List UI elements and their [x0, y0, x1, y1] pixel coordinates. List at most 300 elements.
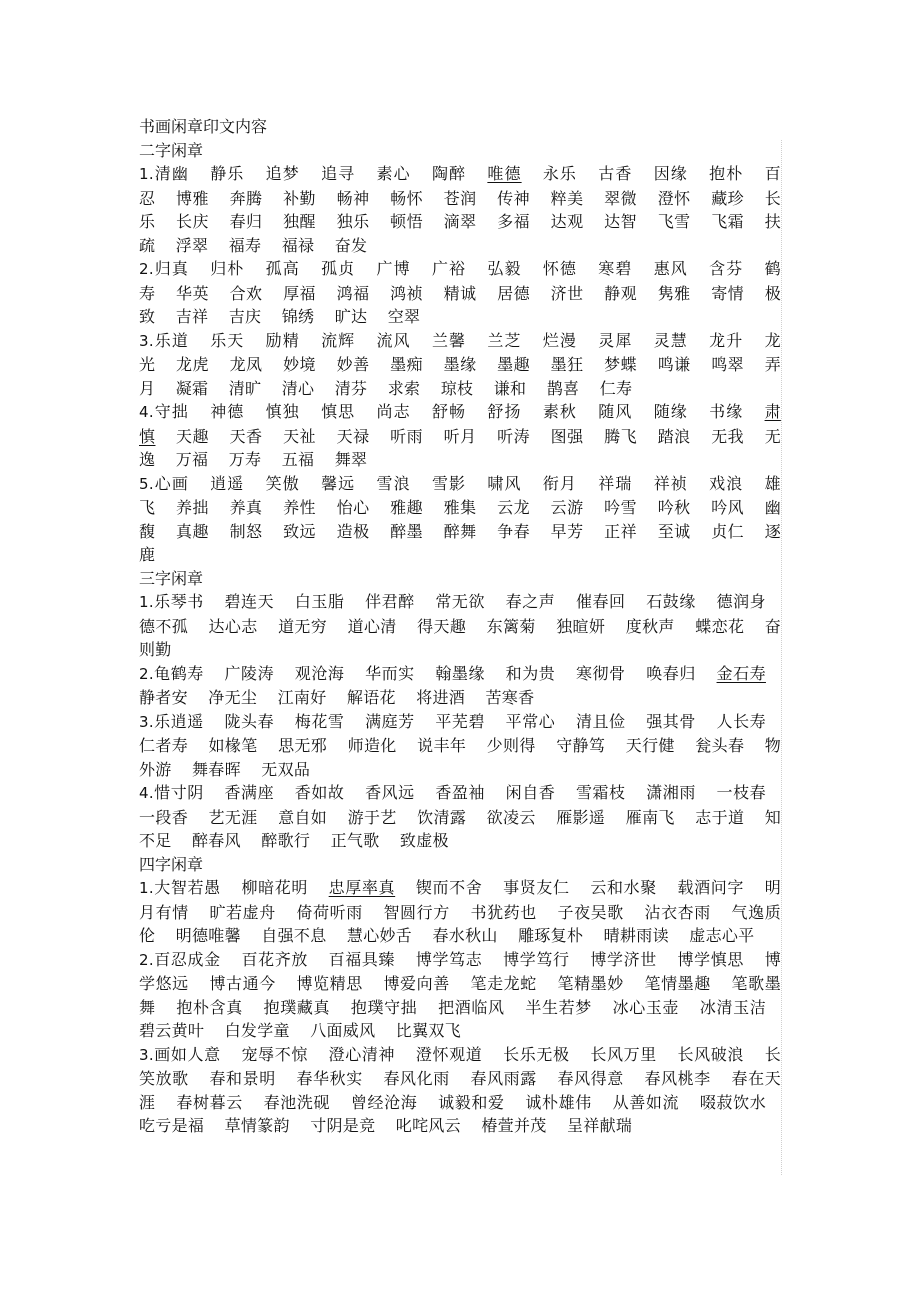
seal-text-item: 真趣 [176, 521, 209, 541]
seal-text-item: 福寿 [228, 235, 262, 255]
seal-text-item: 抱朴含真 [176, 997, 243, 1017]
seal-text-item: 制怒 [229, 521, 263, 541]
seal-text-item: 伴君醉 [365, 592, 415, 611]
seal-text-item: 独醒 [283, 212, 317, 231]
seal-text-item: 满庭芳 [365, 711, 415, 731]
seal-text-item: 致虚极 [399, 831, 449, 850]
seal-text-item: 载酒问字 [677, 878, 745, 897]
seal-text-item: 求索 [387, 378, 421, 398]
seal-text-item: 惠风 [653, 259, 688, 278]
seal-text-item: 合欢 [229, 283, 263, 303]
seal-text-item: 静者安 [139, 688, 188, 707]
seal-text-item: 博雅 [176, 188, 209, 208]
seal-text-item: 寸阴是竞 [310, 1116, 376, 1135]
seal-text-item: 德不孤 [139, 616, 189, 636]
seal-text-item: 抱璞守拙 [350, 997, 418, 1017]
seal-text-item: 弘毅 [487, 259, 522, 278]
seal-text-item: 八面威风 [310, 1021, 376, 1040]
seal-text-item: 笔精墨妙 [557, 974, 624, 993]
seal-text-item: 明德唯馨 [175, 926, 241, 945]
seal-text-item: 书缘 [709, 402, 744, 421]
seal-text-item: 祥祯 [653, 473, 688, 493]
seal-text-item: 雅趣 [390, 498, 424, 517]
seal-text-item: 极致 [139, 283, 782, 326]
seal-text-item: 谦和 [493, 378, 527, 398]
seal-text-item: 香盈袖 [435, 783, 486, 802]
seal-text-item: 冰心玉壶 [612, 997, 680, 1017]
seal-text-item: 冰清玉洁 [699, 997, 767, 1017]
group-number: 4. [139, 784, 154, 802]
seal-text-item: 少则得 [486, 736, 536, 755]
seal-text-item: 唤春归 [646, 663, 696, 683]
seal-text-item: 正气歌 [330, 831, 380, 850]
seal-text-item: 无逸 [139, 426, 782, 469]
seal-text-item: 鸣翠 [711, 355, 745, 374]
seal-text-item: 长庆 [176, 212, 209, 231]
seal-text-item: 椿萱并茂 [481, 1116, 547, 1135]
seal-text-item: 独暄妍 [556, 616, 606, 636]
seal-text-item: 师造化 [347, 736, 397, 755]
seal-text-item: 乐天 [210, 330, 245, 350]
seal-text-item: 自强不息 [261, 926, 327, 945]
seal-text-item: 争春 [497, 521, 531, 541]
seal-text-item: 净无尘 [208, 688, 258, 707]
seal-text-item: 雪霜枝 [575, 783, 626, 802]
seal-text-item: 浮翠 [175, 235, 209, 255]
seal-text-item: 澄心清神 [328, 1044, 396, 1064]
seal-text-item: 吟秋 [657, 498, 691, 517]
seal-text-item: 妙善 [336, 355, 370, 374]
seal-text-item: 听月 [443, 426, 477, 446]
seal-text-item: 鸿福 [336, 283, 370, 303]
seal-text-item: 古香 [598, 164, 633, 183]
seal-text-item: 逐鹿 [139, 521, 782, 564]
seal-text-item: 物外游 [139, 736, 782, 779]
seal-group [139, 948, 781, 1043]
seal-text-item: 旷达 [334, 307, 368, 326]
section-heading: 四字闲章 [139, 854, 204, 874]
seal-text-item: 达智 [604, 212, 638, 231]
seal-text-item: 春之声 [505, 592, 556, 611]
seal-text-item: 云和水聚 [590, 878, 657, 897]
seal-text-item: 饮清露 [417, 807, 467, 827]
seal-text-item: 百福具臻 [328, 949, 396, 969]
seal-text-item: 长风万里 [590, 1044, 657, 1064]
seal-text-item: 博学济世 [590, 949, 657, 969]
seal-text-item: 清旷 [228, 378, 262, 398]
seal-text-item: 德润身 [716, 592, 766, 611]
seal-text-item: 苍润 [443, 188, 477, 208]
seal-text-item: 诚朴雄伟 [525, 1092, 592, 1112]
seal-text-item: 至诚 [657, 521, 691, 541]
seal-text-item: 舒畅 [431, 402, 467, 421]
seal-text-item: 金石寿 [716, 663, 766, 683]
seal-text-item: 陇头春 [224, 711, 275, 731]
seal-text-item: 翠微 [604, 188, 638, 208]
seal-group [139, 472, 781, 567]
seal-text-item: 白玉脂 [294, 592, 345, 611]
seal-text-item: 尚志 [376, 402, 411, 421]
seal-text-item: 春归 [229, 212, 263, 231]
seal-text-item: 烂漫 [542, 330, 578, 350]
seal-text-item: 养性 [283, 498, 317, 517]
seal-text-item: 怀德 [542, 259, 578, 278]
seal-text-item: 踏浪 [657, 426, 691, 446]
seal-text-item: 造极 [336, 521, 370, 541]
seal-text-item: 春水秋山 [432, 926, 498, 945]
group-number: 2. [139, 950, 154, 969]
seal-text-item: 飞霜 [711, 212, 745, 231]
seal-text-item: 一枝春 [716, 783, 766, 802]
seal-text-item: 多福 [497, 212, 531, 231]
seal-text-item: 奋发 [334, 235, 368, 255]
seal-text-item: 粹美 [550, 188, 584, 208]
seal-text-item: 广裕 [431, 259, 467, 278]
seal-text-item: 精诚 [443, 283, 477, 303]
seal-text-item: 神德 [210, 402, 245, 421]
seal-text-item: 子夜吴歌 [557, 902, 624, 922]
seal-text-item: 唯德 [487, 164, 522, 183]
section-heading: 二字闲章 [139, 140, 204, 160]
seal-text-item: 守静笃 [556, 736, 606, 755]
seal-text-item: 正祥 [604, 521, 638, 541]
seal-text-item: 戏浪 [709, 473, 744, 493]
seal-text-item: 将进酒 [416, 688, 466, 707]
seal-text-item: 草情篆韵 [224, 1116, 290, 1135]
seal-text-item: 笔走龙蛇 [470, 974, 537, 993]
seal-text-item: 肃慎 [139, 402, 781, 446]
seal-text-item: 图强 [550, 426, 584, 446]
seal-text-item: 鹤寿 [139, 259, 781, 303]
seal-text-item: 游于艺 [347, 807, 397, 827]
seal-text-item: 听涛 [497, 426, 531, 446]
seal-text-item: 知不足 [139, 807, 782, 850]
seal-text-item: 龟鹤寿 [153, 663, 204, 683]
seal-text-item: 春风得意 [557, 1069, 624, 1088]
seal-text-item: 因缘 [653, 164, 688, 183]
seal-text-item: 墨缘 [443, 355, 477, 374]
seal-text-item: 惜寸阴 [153, 783, 204, 802]
seal-text-item: 独乐 [336, 212, 370, 231]
seal-text-item: 思无邪 [278, 736, 328, 755]
seal-text-item: 博学悠远 [139, 949, 782, 993]
seal-text-item: 达心志 [208, 616, 258, 636]
seal-text-item: 天行健 [625, 736, 675, 755]
seal-text-item: 蝶恋花 [695, 616, 745, 636]
seal-text-item: 柳暗花明 [241, 878, 308, 897]
seal-text-item: 气逸质伦 [139, 902, 781, 945]
seal-text-item: 天祉 [283, 426, 317, 446]
seal-text-item: 春风雨露 [470, 1069, 537, 1088]
seal-text-item: 吟风 [711, 498, 745, 517]
seal-text-item: 忠厚率真 [328, 878, 396, 897]
seal-text-item: 慎独 [265, 402, 300, 421]
seal-text-item: 百花齐放 [241, 949, 308, 969]
seal-text-item: 春在天涯 [139, 1069, 781, 1112]
seal-text-item: 吃亏是福 [139, 1116, 205, 1135]
seal-text-item: 雪浪 [376, 473, 411, 493]
seal-text-item: 智圆行方 [383, 902, 450, 922]
seal-text-item: 虚志心平 [689, 926, 755, 945]
seal-text-item: 啸风 [487, 473, 522, 493]
seal-text-item: 华英 [176, 283, 209, 303]
seal-text-item: 琼枝 [440, 378, 474, 398]
seal-text-item: 平常心 [505, 711, 556, 731]
group-number: 1. [139, 593, 154, 611]
seal-text-item: 梦蝶 [604, 355, 638, 374]
seal-text-item: 百忍成金 [153, 949, 221, 969]
seal-text-item: 醉春风 [192, 831, 241, 850]
seal-text-item: 心画 [153, 473, 189, 493]
seal-text-item: 啜菽饮水 [699, 1092, 767, 1112]
seal-text-item: 抱朴 [709, 164, 744, 183]
seal-text-item: 衔月 [542, 473, 578, 493]
seal-text-item: 永乐 [542, 164, 578, 183]
seal-text-item: 五福 [281, 450, 315, 469]
seal-text-item: 笔情墨趣 [644, 974, 711, 993]
seal-text-item: 舒扬 [487, 402, 522, 421]
seal-text-item: 仁者寿 [139, 736, 189, 755]
seal-text-item: 墨趣 [497, 355, 531, 374]
seal-text-item: 白发学童 [224, 1021, 290, 1040]
seal-text-item: 励精 [265, 330, 300, 350]
seal-text-item: 碧云黄叶 [139, 1021, 205, 1040]
seal-text-item: 随缘 [653, 402, 688, 421]
seal-text-item: 江南好 [277, 688, 327, 707]
seal-text-item: 宠辱不惊 [241, 1044, 308, 1064]
seal-text-item: 凝霜 [175, 378, 209, 398]
seal-text-item: 画如人意 [153, 1044, 221, 1064]
seal-text-item: 陶醉 [431, 164, 467, 183]
seal-text-item: 素秋 [542, 402, 578, 421]
seal-text-item: 贞仁 [711, 521, 745, 541]
seal-text-item: 寄情 [711, 283, 745, 303]
seal-text-item: 解语花 [346, 688, 396, 707]
seal-text-item: 苦寒香 [485, 688, 535, 707]
seal-text-item: 博学慎思 [677, 949, 745, 969]
seal-text-item: 飞雪 [657, 212, 691, 231]
seal-text-item: 春树暮云 [176, 1092, 243, 1112]
seal-text-item: 博学笃行 [503, 949, 570, 969]
seal-group [139, 1043, 781, 1138]
seal-text-item: 醉舞 [443, 521, 477, 541]
seal-text-item: 石鼓缘 [646, 592, 696, 611]
seal-text-item: 雁影遥 [556, 807, 606, 827]
seal-text-item: 传神 [497, 188, 531, 208]
seal-group [139, 590, 781, 662]
seal-text-item: 龙凤 [229, 355, 263, 374]
seal-text-item: 弄月 [139, 355, 782, 398]
seal-text-item: 居德 [497, 283, 531, 303]
seal-text-item: 守拙 [153, 402, 189, 421]
seal-text-item: 滴翠 [443, 212, 477, 231]
seal-text-item: 沾衣杏雨 [644, 902, 711, 922]
seal-text-item: 春池洗砚 [263, 1092, 331, 1112]
seal-text-item: 艺无涯 [208, 807, 258, 827]
seal-text-item: 强其骨 [646, 711, 696, 731]
seal-text-item: 云游 [550, 498, 584, 517]
seal-text-item: 奔腾 [229, 188, 263, 208]
group-number: 3. [139, 331, 154, 350]
seal-text-item: 孤贞 [321, 259, 356, 278]
seal-text-item: 无我 [711, 426, 745, 446]
seal-text-item: 澄怀观道 [415, 1044, 483, 1064]
seal-text-item: 舞春晖 [192, 759, 241, 779]
seal-text-item: 舞翠 [334, 450, 368, 469]
seal-text-item: 博古通今 [209, 974, 276, 993]
seal-text-item: 慎思 [321, 402, 356, 421]
seal-group [139, 876, 781, 948]
seal-text-item: 万寿 [228, 450, 262, 469]
seal-text-item: 把酒临风 [438, 997, 505, 1017]
seal-text-item: 事贤友仁 [503, 878, 570, 897]
seal-text-item: 鸿祯 [390, 283, 424, 303]
seal-text-item: 笔歌墨舞 [139, 974, 781, 1017]
seal-text-item: 隽雅 [657, 283, 691, 303]
seal-text-item: 达观 [550, 212, 584, 231]
seal-text-item: 畅神 [336, 188, 370, 208]
group-number: 1. [139, 879, 154, 897]
seal-text-item: 鸣谦 [657, 355, 691, 374]
seal-text-item: 香满座 [224, 783, 275, 802]
seal-text-item: 诚毅和爱 [438, 1092, 505, 1112]
seal-text-item: 春华秋实 [296, 1069, 363, 1088]
seal-text-item: 奋则勤 [139, 616, 782, 659]
seal-text-item: 雄飞 [139, 473, 781, 517]
seal-text-item: 流风 [376, 330, 411, 350]
seal-text-item: 道心清 [347, 616, 397, 636]
seal-text-item: 云龙 [497, 498, 531, 517]
document-body [139, 115, 781, 1138]
seal-text-item: 清幽 [153, 164, 189, 183]
seal-text-item: 妙境 [283, 355, 317, 374]
seal-text-item: 补勤 [283, 188, 317, 208]
group-number: 2. [139, 260, 154, 278]
seal-text-item: 长笑放歌 [139, 1044, 782, 1088]
seal-text-item: 顿悟 [390, 212, 424, 231]
seal-text-item: 半生若梦 [525, 997, 592, 1017]
seal-text-item: 孤高 [265, 259, 300, 278]
seal-text-item: 厚福 [283, 283, 317, 303]
seal-text-item: 养拙 [176, 498, 209, 517]
seal-text-item: 观沧海 [294, 663, 345, 683]
seal-text-item: 流辉 [321, 330, 356, 350]
seal-text-item: 催春回 [575, 592, 626, 611]
seal-text-item: 说丰年 [417, 736, 467, 755]
seal-text-item: 祥瑞 [598, 473, 633, 493]
seal-text-item: 天趣 [176, 426, 209, 446]
seal-text-item: 欲凌云 [486, 807, 536, 827]
seal-text-item: 从善如流 [612, 1092, 680, 1112]
seal-text-item: 意自如 [278, 807, 328, 827]
seal-text-item: 致远 [283, 521, 317, 541]
page-edge-divider [781, 140, 782, 1175]
group-number: 1. [139, 165, 154, 183]
seal-text-item: 一段香 [139, 807, 189, 827]
seal-text-item: 得天趣 [417, 616, 467, 636]
seal-text-item: 大智若愚 [153, 878, 221, 897]
document-title: 书画闲章印文内容 [139, 117, 268, 136]
seal-text-item: 人长寿 [716, 711, 766, 731]
seal-text-item: 香如故 [294, 783, 345, 802]
seal-text-item: 天香 [229, 426, 263, 446]
seal-text-item: 明月有情 [139, 878, 782, 922]
seal-text-item: 博览精思 [296, 974, 363, 993]
seal-text-item: 清心 [281, 378, 315, 398]
seal-text-item: 归真 [153, 259, 189, 278]
seal-text-item: 龙虎 [176, 355, 209, 374]
seal-text-item: 馨远 [321, 473, 356, 493]
seal-text-item: 逍遥 [210, 473, 245, 493]
seal-text-item: 东篱菊 [486, 616, 536, 636]
seal-text-item: 翰墨缘 [435, 663, 486, 683]
seal-text-item: 随风 [598, 402, 633, 421]
seal-text-item: 怡心 [336, 498, 370, 517]
section-heading: 三字闲章 [139, 568, 204, 588]
seal-text-item: 素心 [376, 164, 411, 183]
seal-text-item: 静乐 [210, 164, 245, 183]
seal-text-item: 腾飞 [604, 426, 638, 446]
seal-group [139, 781, 781, 853]
seal-text-item: 寒碧 [598, 259, 633, 278]
seal-text-item: 藏珍 [711, 188, 745, 208]
seal-text-item: 墨痴 [390, 355, 424, 374]
seal-text-item: 慧心妙舌 [346, 926, 413, 945]
group-number: 3. [139, 1045, 154, 1064]
seal-text-item: 归朴 [210, 259, 245, 278]
seal-group [139, 257, 781, 329]
seal-text-item: 畅怀 [390, 188, 424, 208]
seal-text-item: 天禄 [336, 426, 370, 446]
seal-text-item: 雪影 [431, 473, 467, 493]
seal-text-item: 博学笃志 [415, 949, 483, 969]
seal-text-item: 百忍 [139, 164, 781, 208]
seal-text-item: 博爱向善 [383, 974, 450, 993]
seal-text-item: 追梦 [265, 164, 300, 183]
seal-text-item: 长乐 [139, 188, 782, 231]
seal-text-item: 早芳 [550, 521, 584, 541]
seal-text-item: 抱璞藏真 [263, 997, 331, 1017]
seal-text-item: 广陵涛 [224, 663, 275, 683]
seal-text-item: 晴耕雨读 [603, 926, 669, 945]
seal-text-item: 锲而不舍 [415, 878, 483, 897]
group-number: 4. [139, 403, 154, 421]
seal-text-item: 锦绣 [281, 307, 315, 326]
seal-group [139, 710, 781, 782]
seal-text-item: 华而实 [365, 663, 415, 683]
seal-text-item: 书犹药也 [470, 902, 537, 922]
seal-text-item: 灵慧 [653, 330, 688, 350]
seal-text-item: 碧连天 [224, 592, 275, 611]
seal-text-item: 追寻 [321, 164, 356, 183]
seal-text-item: 道无穷 [278, 616, 328, 636]
seal-text-item: 无双品 [261, 759, 311, 779]
seal-text-item: 梅花雪 [294, 711, 345, 731]
seal-text-item: 长风破浪 [677, 1044, 745, 1064]
group-number: 5. [139, 474, 154, 493]
seal-text-item: 仁寿 [599, 378, 633, 398]
seal-text-item: 常无欲 [435, 592, 486, 611]
seal-text-item: 吉祥 [175, 307, 209, 326]
seal-text-item: 养真 [229, 498, 263, 517]
seal-text-item: 龙升 [709, 330, 744, 350]
seal-text-item: 志于道 [695, 807, 745, 827]
seal-text-item: 静观 [604, 283, 638, 303]
group-number: 3. [139, 712, 154, 731]
seal-text-item: 清芬 [334, 378, 368, 398]
seal-text-item: 度秋声 [625, 616, 675, 636]
seal-text-item: 和为贵 [505, 663, 556, 683]
